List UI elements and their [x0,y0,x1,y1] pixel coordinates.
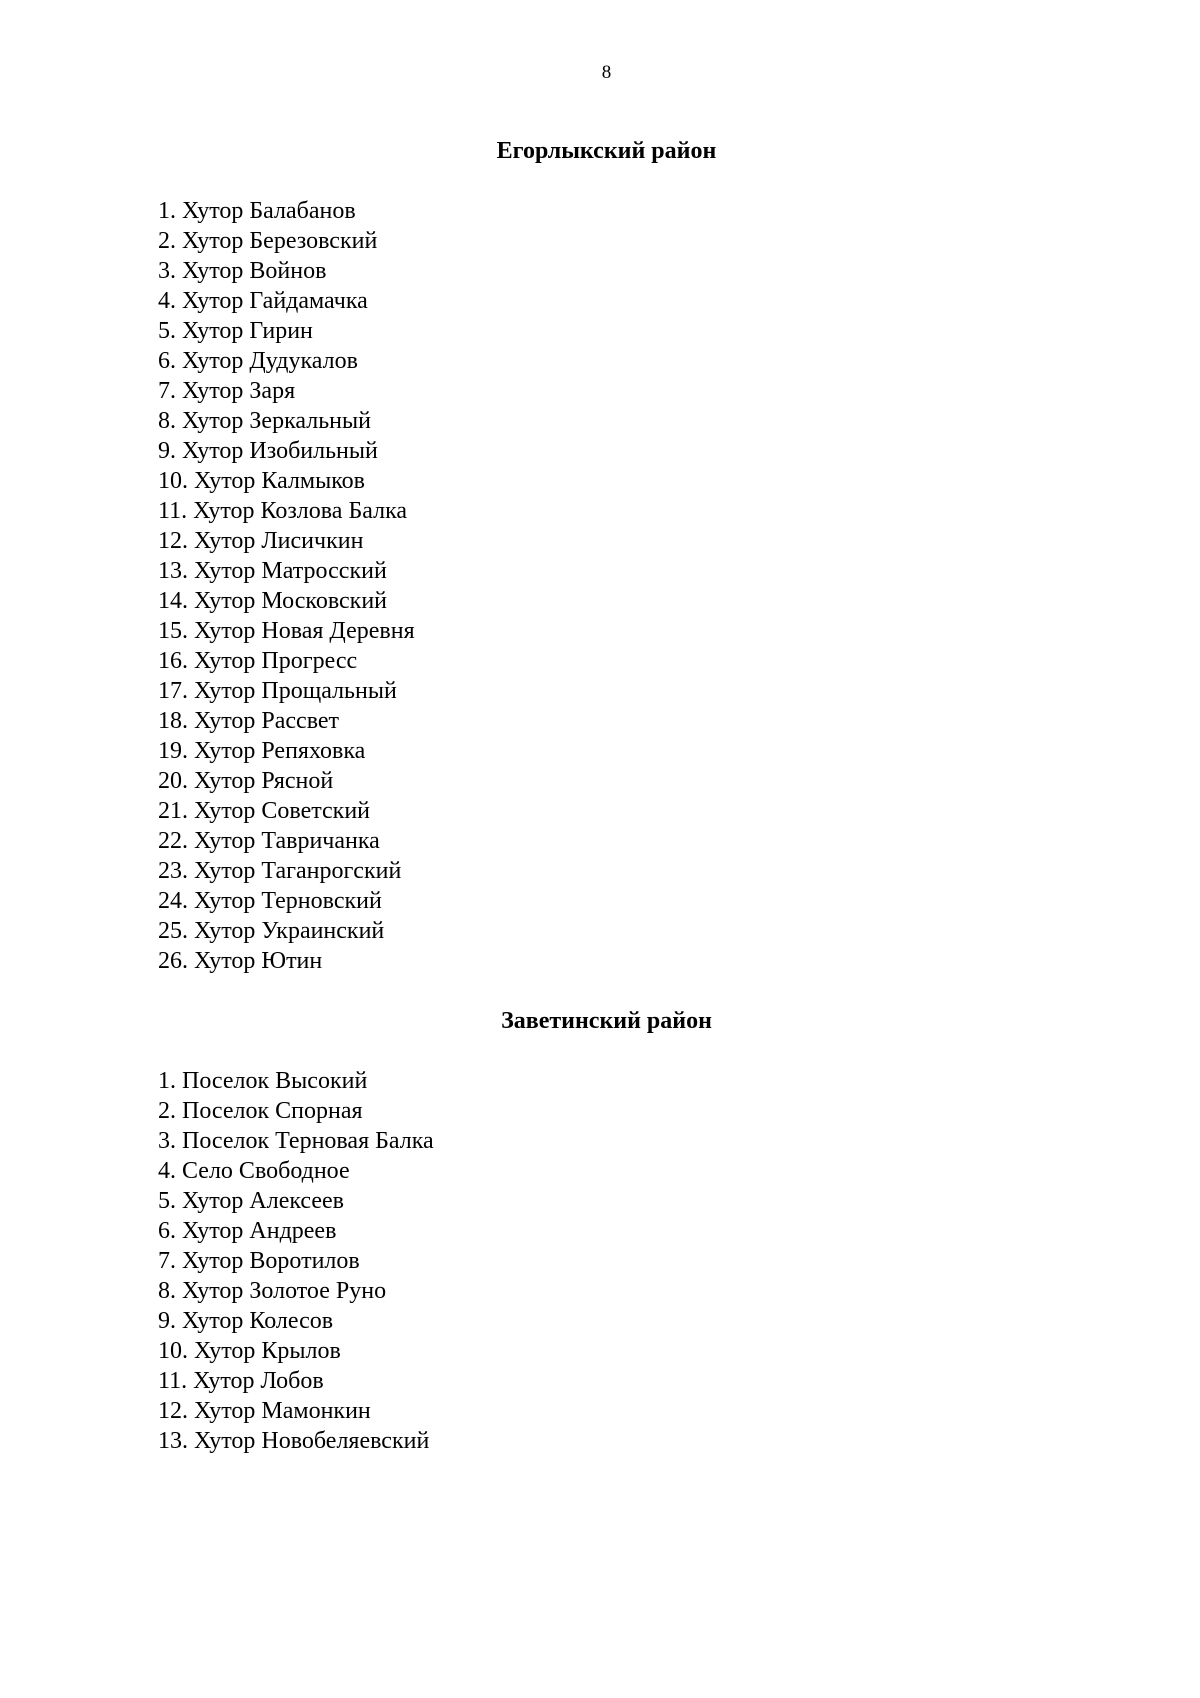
list-item: 11. Хутор Козлова Балка [158,498,408,524]
list-item: 13. Хутор Матросский [158,558,387,584]
list-item: 5. Хутор Алексеев [158,1188,344,1214]
list-item: 19. Хутор Репяховка [158,738,366,764]
list-item: 14. Хутор Московский [158,588,388,614]
list-item: 15. Хутор Новая Деревня [158,618,415,644]
list-item: 13. Хутор Новобеляевский [158,1428,430,1454]
list-item: 25. Хутор Украинский [158,918,385,944]
list-item: 23. Хутор Таганрогский [158,858,402,884]
list-item: 10. Хутор Крылов [158,1338,341,1364]
list-item: 7. Хутор Заря [158,378,296,404]
section-zavetinsky-district [0,1006,1100,1456]
list-item: 8. Хутор Золотое Руно [158,1278,387,1304]
list-item: 8. Хутор Зеркальный [158,408,371,434]
list-item: 17. Хутор Прощальный [158,678,397,704]
settlement-list [0,1066,1100,1456]
list-item: 4. Село Свободное [158,1158,350,1184]
list-item: 24. Хутор Терновский [158,888,382,914]
list-item: 5. Хутор Гирин [158,318,313,344]
list-item: 3. Поселок Терновая Балка [158,1128,434,1154]
list-item: 9. Хутор Изобильный [158,438,378,464]
list-item: 6. Хутор Дудукалов [158,348,358,374]
list-item: 1. Поселок Высокий [158,1068,368,1094]
settlement-list [0,196,1100,976]
list-item: 2. Поселок Спорная [158,1098,363,1124]
list-item: 4. Хутор Гайдамачка [158,288,368,314]
list-item: 16. Хутор Прогресс [158,648,358,674]
list-item: 2. Хутор Березовский [158,228,378,254]
list-item: 26. Хутор Ютин [158,948,323,974]
list-item: 1. Хутор Балабанов [158,198,356,224]
list-item: 9. Хутор Колесов [158,1308,334,1334]
section-title: Егорлыкский район [496,138,717,164]
page-number: 8 [601,62,612,83]
list-item: 12. Хутор Мамонкин [158,1398,371,1424]
list-item: 22. Хутор Тавричанка [158,828,380,854]
list-item: 11. Хутор Лобов [158,1368,324,1394]
list-item: 6. Хутор Андреев [158,1218,337,1244]
list-item: 20. Хутор Рясной [158,768,334,794]
list-item: 21. Хутор Советский [158,798,371,824]
section-title: Заветинский район [501,1008,712,1034]
list-item: 18. Хутор Рассвет [158,708,340,734]
list-item: 7. Хутор Воротилов [158,1248,360,1274]
list-item: 10. Хутор Калмыков [158,468,366,494]
list-item: 12. Хутор Лисичкин [158,528,364,554]
section-egorlyk-district [0,136,1100,976]
list-item: 3. Хутор Войнов [158,258,327,284]
